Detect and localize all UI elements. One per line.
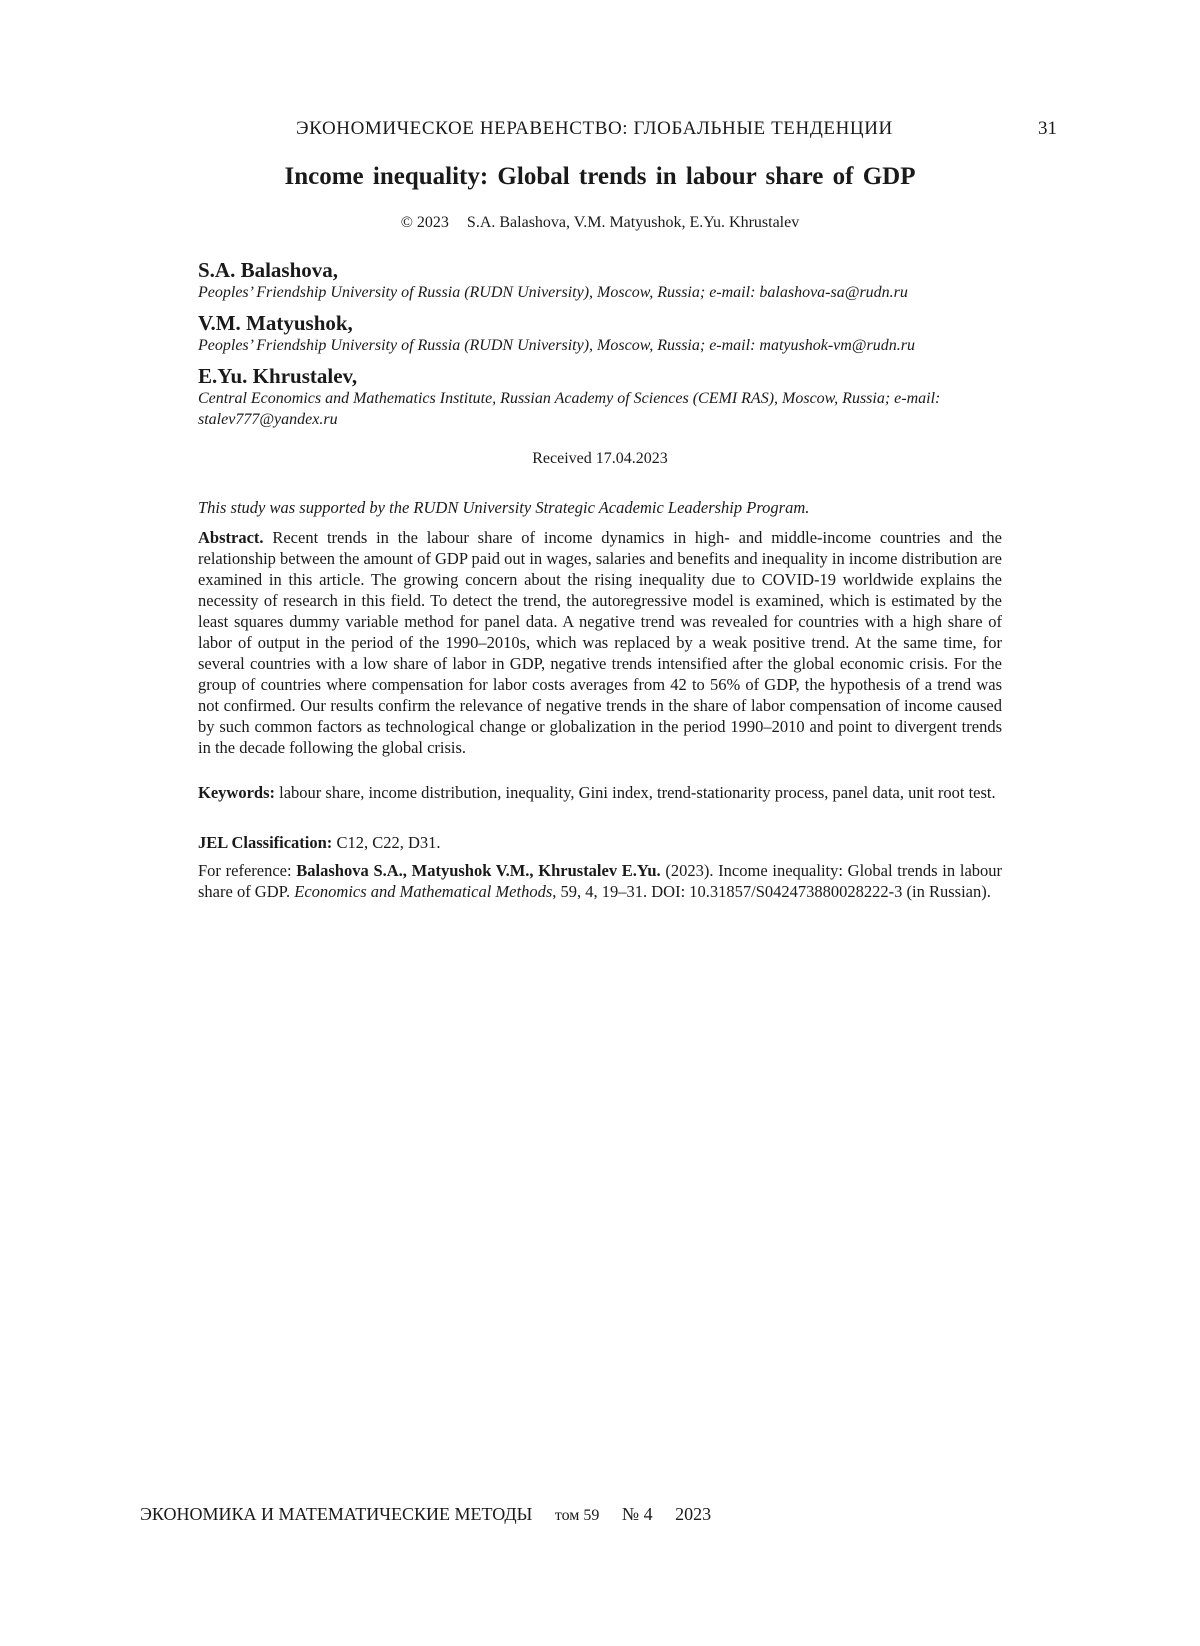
footer-issue: № 4 (621, 1504, 653, 1524)
footer-year: 2023 (675, 1504, 712, 1524)
footer-journal: ЭКОНОМИКА И МАТЕМАТИЧЕСКИЕ МЕТОДЫ (140, 1504, 533, 1524)
reference (198, 860, 1002, 902)
journal-footer (140, 1504, 711, 1525)
author-block-2 (198, 311, 1002, 356)
abstract-label: Abstract. (198, 528, 264, 547)
reference-journal: Economics and Mathematical Methods (294, 882, 553, 901)
article-title: Income inequality: Global trends in labour share of GDP (284, 163, 916, 190)
keywords (198, 782, 1002, 803)
running-header: ЭКОНОМИЧЕСКОЕ НЕРАВЕНСТВО: ГЛОБАЛЬНЫЕ ТЕНДЕНЦИИ (296, 118, 893, 139)
copyright-authors: S.A. Balashova, V.M. Matyushok, E.Yu. Khrustalev (466, 214, 800, 231)
received-date: Received 17.04.2023 (532, 450, 668, 467)
abstract (198, 527, 1002, 758)
copyright-year: © 2023 (400, 214, 449, 231)
footer-volume: том 59 (554, 1507, 600, 1524)
reference-prefix: For reference: (198, 861, 292, 880)
author-name: E.Yu. Khrustalev, (198, 364, 358, 388)
author-name: S.A. Balashova, (198, 258, 339, 282)
abstract-text: Recent trends in the labour share of income dynamics in high- and middle-income countries and the relationship between the amount of GDP paid out in wages, salaries and benefits and inequality in income distribution are examined in this article. The growing concern about the rising inequality due to COVID-19 worldwide explains the necessity of research in this field. To detect the trend, the autoregressive model is examined, which is estimated by the least squares dummy variable method for panel data. A negative trend was revealed for countries with a high share of labor of output in the period of the 1990–2010s, which was replaced by a weak positive trend. At the same time, for several countries with a low share of labor in GDP, negative trends intensified after the global economic crisis. For the group of countries where compensation for labor costs averages from 42 to 56% of GDP, the hypothesis of a trend was not confirmed. Our results confirm the relevance of negative trends in the share of labor compensation of income caused by such common factors as technological change or globalization in the period 1990–2010 and point to divergent trends in the decade following the global crisis. (198, 528, 1002, 757)
keywords-text: labour share, income distribution, inequality, Gini index, trend-stationarity process, panel data, unit root test. (279, 783, 996, 802)
author-name: V.M. Matyushok, (198, 311, 353, 335)
keywords-label: Keywords: (198, 783, 275, 802)
support-note: This study was supported by the RUDN University Strategic Academic Leadership Program. (198, 498, 810, 517)
author-block-3 (198, 364, 1002, 430)
author-affiliation: Peoples’ Friendship University of Russia (RUDN University), Moscow, Russia; e-mail: matyushok-vm@rudn.ru (198, 337, 915, 354)
copyright-line (0, 214, 1200, 232)
reference-authors: Balashova S.A., Matyushok V.M., Khrustalev E.Yu. (296, 861, 661, 880)
author-affiliation: Peoples’ Friendship University of Russia (RUDN University), Moscow, Russia; e-mail: balashova-sa@rudn.ru (198, 284, 908, 301)
reference-tail: , 59, 4, 19–31. DOI: 10.31857/S042473880028222-3 (in Russian). (552, 882, 991, 901)
jel-text: C12, C22, D31. (336, 833, 441, 852)
page-number: 31 (1038, 118, 1057, 139)
author-affiliation: Central Economics and Mathematics Institute, Russian Academy of Sciences (CEMI RAS), Moscow, Russia; e-mail: stalev777@yandex.ru (198, 390, 941, 428)
reference-year-title: (2023). Income inequality: Global trends in labour share of GDP. (198, 861, 1003, 901)
author-block-1 (198, 258, 1002, 303)
jel-label: JEL Classification: (198, 833, 333, 852)
jel-classification (198, 832, 1002, 853)
